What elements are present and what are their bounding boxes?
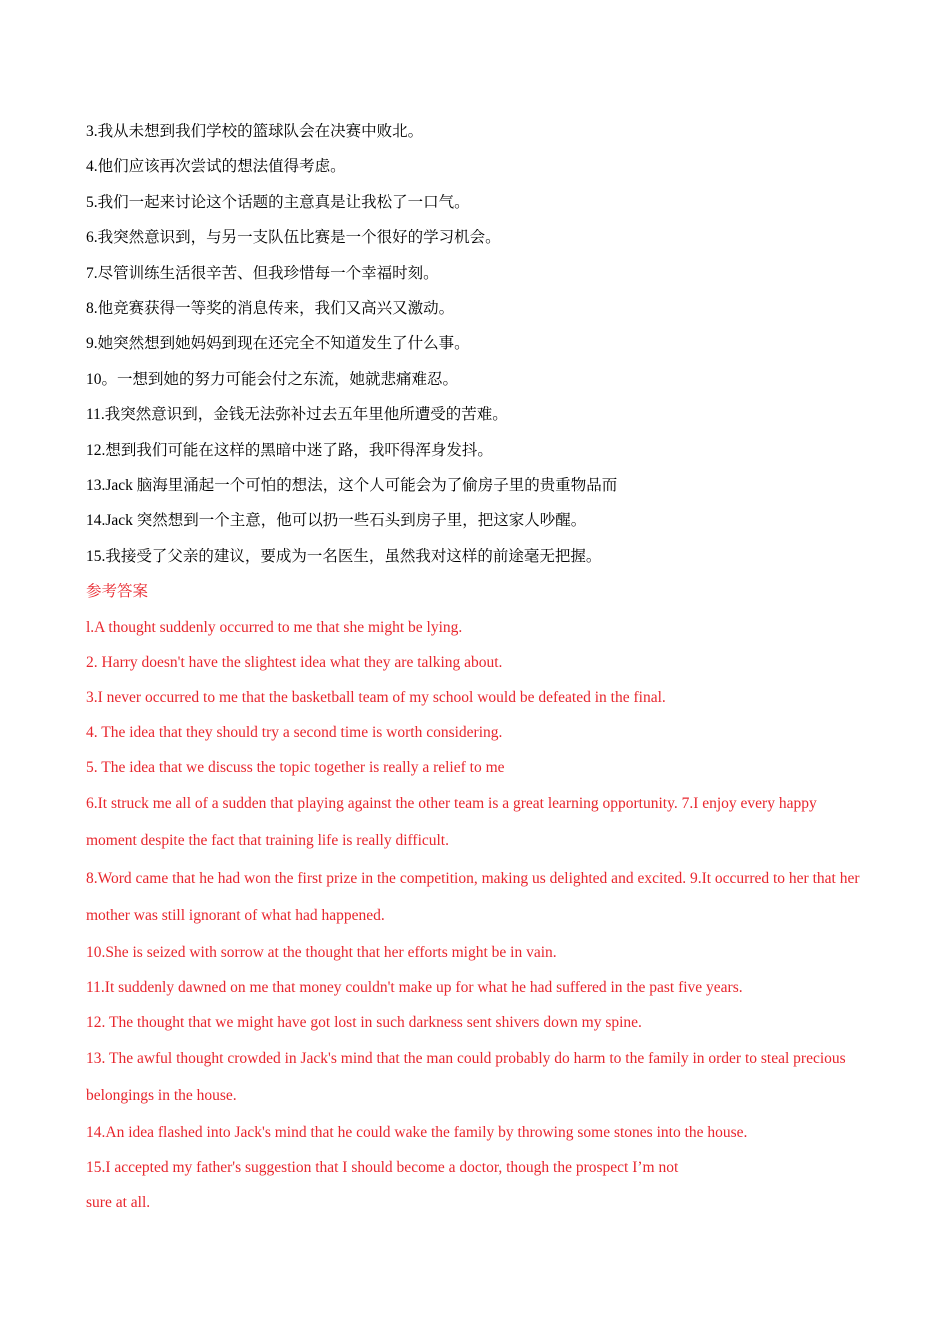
answer-item: 5. The idea that we discuss the topic together is really a relief to me bbox=[86, 758, 505, 776]
question-item: 6.我突然意识到，与另一支队伍比赛是一个很好的学习机会。 bbox=[86, 229, 501, 247]
question-item: 10。一想到她的努力可能会付之东流，她就悲痛难忍。 bbox=[86, 370, 459, 388]
answer-item: sure at all. bbox=[86, 1193, 151, 1211]
question-item: 5.我们一起来讨论这个话题的主意真是让我松了一口气。 bbox=[86, 193, 470, 211]
question-item: 8.他竞赛获得一等奖的消息传来，我们又高兴又激动。 bbox=[86, 300, 455, 318]
question-item: 13.Jack 脑海里涌起一个可怕的想法，这个人可能会为了偷房子里的贵重物品而 bbox=[86, 477, 618, 495]
question-list bbox=[86, 114, 866, 574]
question-item: 11.我突然意识到，金钱无法弥补过去五年里他所遭受的苦难。 bbox=[86, 406, 508, 424]
document-page bbox=[86, 114, 866, 1220]
answer-item: 14.An idea flashed into Jack's mind that he could wake the family by throwing some stones into the house. bbox=[86, 1123, 748, 1141]
answer-item: 15.I accepted my father's suggestion that I should become a doctor, though the prospect I’m not bbox=[86, 1158, 679, 1176]
answer-list bbox=[86, 610, 866, 1220]
question-item: 15.我接受了父亲的建议，要成为一名医生，虽然我对这样的前途毫无把握。 bbox=[86, 547, 602, 565]
question-item: 12.想到我们可能在这样的黑暗中迷了路，我吓得浑身发抖。 bbox=[86, 441, 493, 459]
answer-item: 6.It struck me all of a sudden that playing against the other team is a great learning opportunity. 7.I enjoy every happy moment despite the fact that training life is really difficult. bbox=[86, 794, 817, 850]
answer-item: 4. The idea that they should try a second time is worth considering. bbox=[86, 723, 503, 741]
answer-heading: 参考答案 bbox=[86, 583, 149, 601]
question-item: 14.Jack 突然想到一个主意，他可以扔一些石头到房子里，把这家人吵醒。 bbox=[86, 512, 587, 530]
question-item: 4.他们应该再次尝试的想法值得考虑。 bbox=[86, 158, 346, 176]
answer-item: l.A thought suddenly occurred to me that she might be lying. bbox=[86, 618, 463, 636]
answer-item: 12. The thought that we might have got lost in such darkness sent shivers down my spine. bbox=[86, 1013, 642, 1031]
answer-item: 3.I never occurred to me that the basketball team of my school would be defeated in the final. bbox=[86, 688, 666, 706]
question-item: 7.尽管训练生活很辛苦、但我珍惜每一个幸福时刻。 bbox=[86, 264, 439, 282]
answer-item: 13. The awful thought crowded in Jack's mind that the man could probably do harm to the family in order to steal precious belongings in the house. bbox=[86, 1049, 846, 1105]
answer-item: 8.Word came that he had won the first prize in the competition, making us delighted and excited. 9.It occurred to her that her mother was still ignorant of what had happened. bbox=[86, 869, 860, 925]
answer-item: 10.She is seized with sorrow at the thought that her efforts might be in vain. bbox=[86, 943, 557, 961]
answer-item: 2. Harry doesn't have the slightest idea what they are talking about. bbox=[86, 653, 503, 671]
question-item: 3.我从未想到我们学校的篮球队会在决赛中败北。 bbox=[86, 123, 424, 140]
answer-item: 11.It suddenly dawned on me that money couldn't make up for what he had suffered in the past five years. bbox=[86, 978, 743, 996]
question-item: 9.她突然想到她妈妈到现在还完全不知道发生了什么事。 bbox=[86, 335, 470, 353]
